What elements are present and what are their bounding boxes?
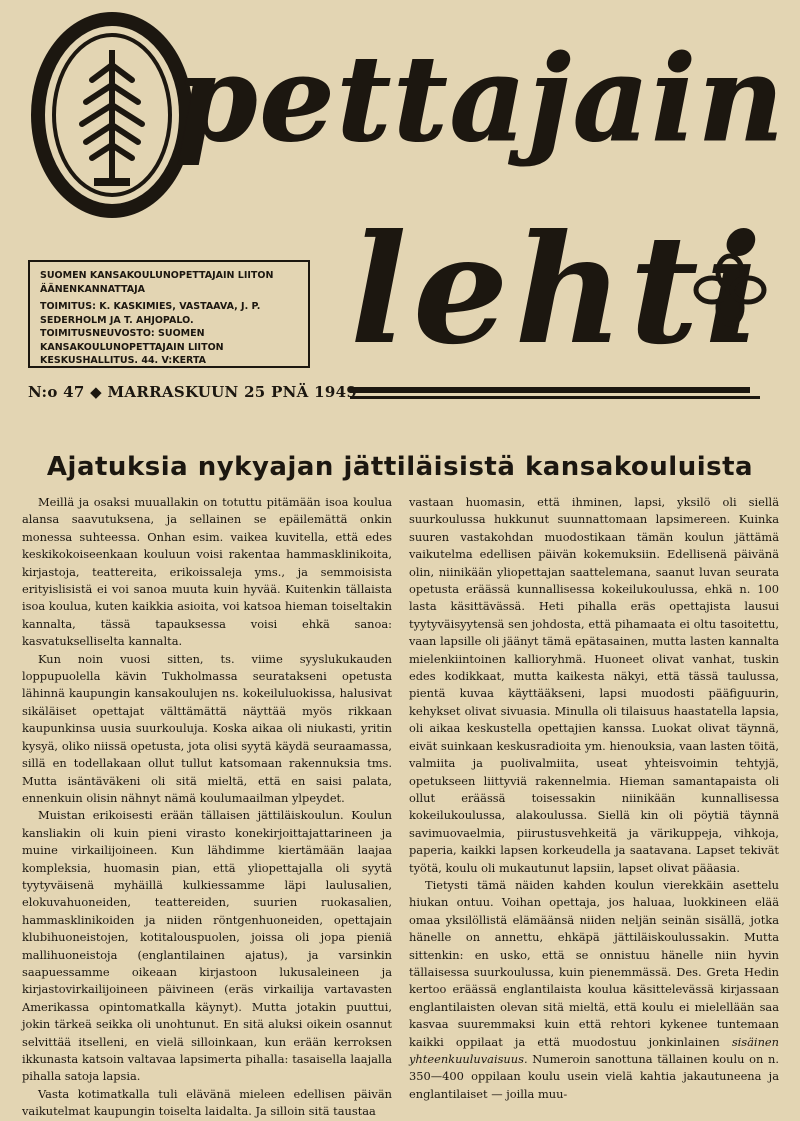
right-paragraph-2-italic: sisäinen yhteenkuuluvaisuus. (409, 1034, 779, 1066)
fir-tree-emblem-icon (30, 10, 195, 220)
publication-info-box (28, 260, 310, 368)
issue-number: N:o 47 (28, 383, 85, 401)
article-headline: Ajatuksia nykyajan jättiläisistä kansakouluista (46, 452, 754, 482)
right-paragraph-2-end: Numeroin sanottuna tällainen koulu on n. 350—400 oppilaan koulu usein vielä kahtia jakautuneena ja englantilaiset — joilla muu- (409, 1052, 779, 1101)
masthead-title-line1 (175, 29, 786, 168)
left-paragraph-3: Muistan erikoisesti erään tällaisen jättiläiskoulun. Koulun kansliakin oli kuin pieni virasto konekirjoittajattarineen ja muine virkailijoineen. Kun lähdimme kiertämään laajaa kompleksia, huomasin pian, että yliopettajalla oli syytä tyytyväisenä myhäillä kulkiessamme läpi laulusalien, elokuvahuoneiden, teattereiden, suurien ruokasalien, hammasklinikoiden ja niiden röntgenhuoneiden, opettajain klubihuoneistojen, kotitalouspuolen, joissa oli jopa pieniä mallihuoneistoja (englantilainen ajatus), ja varsinkin saapuessamme oikeaan kirjastoon lukusaleineen ja kirjastovirkailijoineen päivineen (eräs virkailija vartavasten Amerikassa opintomatkalla käynyt). Mutta jotakin puuttui, jokin tärkeä seikka oli unohtunut. En sitä aluksi oikein osannut selvittää itselleni, en vielä silloinkaan, kun erään kerroksen ikkunasta katsoin valtavaa lapsimerta pihalla: tasaisella laajalla pihalla satoja lapsia. (22, 808, 392, 1084)
info-box-line2: TOIMITUS: K. KASKIMIES, VASTAAVA, J. P. SEDERHOLM JA T. AHJOPALO. TOIMITUSNEUVOSTO: SUOMEN KANSAKOULUNOPETTAJAIN LIITON KESKUSHALLITUS. 44. V:KERTA (40, 301, 261, 366)
right-paragraph-2 (409, 877, 779, 1103)
left-paragraph-2: Kun noin vuosi sitten, ts. viime syyslukukauden loppupuolella kävin Tukholmassa seuratakseni opetusta lähinnä kaupungin kansakoulujen ns. kokeiluluokissa, halusivat sikäläiset opettajat välttämättä näyttää myös rikkaan kaupunkinsa uusia suurkouluja. Koska aikaa oli niukasti, yritin kysyä, oliko niissä opetusta, jota olisi syytä käydä seuraamassa, sillä en todellakaan ollut tullut katsomaan rakennuksia tms. Mutta isäntäväkeni oli sitä mieltä, että en saisi palata, ennenkuin olisin nähnyt nämä koulumaailman ylpeydet. (22, 651, 392, 805)
right-paragraph-2-text: Tietysti tämä näiden kahden koulun vierekkäin asettelu hiukan ontuu. Voihan opettaja, jos haluaa, luokkineen elää omaa yksilöllistä elämäänsä niiden neljän seinän sisällä, jotka hänelle on annettu, ehkäpä jättiläiskoulussakin. Mutta sittenkin: en usko, että se onnistuu hänelle niin hyvin tällaisessa suurkoulussa, kuin pienemmässä. Des. Greta Hedin kertoo eräässä englantilaista koulua käsittelevässä kirjassaan englantilaisten olevan sitä mieltä, että koulu ei mielellään saa kasvaa suuremmaksi kuin että rehtori kykenee tuntemaan kaikki oppilaat ja että muodostuu jonkinlainen (409, 877, 779, 1049)
issue-line (28, 383, 357, 401)
info-box-line1: SUOMEN KANSAKOULUNOPETTAJAIN LIITON ÄÄNENKANNATTAJA (40, 270, 274, 295)
article-right-column (409, 494, 779, 1103)
left-paragraph-4: Vasta kotimatkalla tuli elävänä mieleen edellisen päivän vaikutelmat kaupungin toiselta laidalta. Ja silloin sitä taustaa (22, 1086, 392, 1119)
masthead-underline (350, 385, 770, 403)
article-left-column (22, 494, 392, 1121)
right-paragraph-1: vastaan huomasin, että ihminen, lapsi, yksilö oli siellä suurkoulussa hukkunut suunnattomaan lapsimereen. Kuinka suuren vastakohdan muodostikaan tämän koulun jättämä vaikutelma edellisen päivän kokemuksiin. Edellisenä päivänä olin, niinikään yliopettajan saattelemana, saanut luvan seurata opetusta eräässä kunnallisessa kokeilukoulussa, ehkä n. 100 lasta käsittävässä. Heti pihalla eräs opettajista lausui tyytyväisyytensä sen johdosta, että pihamaata ei oltu tasoitettu, vaan lapsille oli jäänyt tämä epätasainen, mutta lasten kannalta mielenkiintoinen kallioryhmä. Huoneet olivat vanhat, tuskin edes kodikkaat, mutta kaikesta näkyi, että tässä taulussa, pientä kuvaa käyttääkseni, lapsi muodosti pääfiguurin, kehykset olivat sivuasia. Minulla oli tilaisuus haastatella lapsia, oli aikaa keskustella opettajien kanssa. Luokat olivat täynnä, eivät suinkaan keskusradioita ym. hienouksia, vaan lasten töitä, valmiita ja puolivalmiita, useat yhteisvoimin tehtyjä, opetukseen liittyviä rakennelmia. Hieman samantapaista oli ollut eräässä toisessakin niinikään kunnallisessa kokeilukoulussa, alakoulussa. Siellä kin oli pöytiä täynnä savimuovaelmia, piirustusvehkeitä ja värikuppeja, vihkoja, paperia, kaikki lapsen korkeudella ja saatavana. Lapset tekivät työtä, koulu oli mukautunut lapsiin, lapset olivat pääasia. (409, 495, 779, 875)
left-paragraph-1: Meillä ja osaksi muuallakin on totuttu pitämään isoa koulua alansa saavutuksena, ja sellainen se epäilemättä onkin monessa suhteessa. Onhan esim. vaikea kuvitella, että edes keskikokoiseenkaan kouluun voisi rakentaa hammasklinikoita, kirjastoja, teattereita, erikoissaleja yms., ja semmoisista erityislisistä ei voi sanoa muuta kuin hyvää. Kuitenkin tällaista isoa koulua, kuten kaikkia asioita, voi katsoa hieman toiseltakin kannalta, tässä tapauksessa voisi ehkä sanoa: kasvatukselliselta kannalta. (22, 495, 392, 649)
celtic-knot-icon (690, 250, 770, 330)
masthead-title-line1-text: pettajain (175, 29, 786, 168)
issue-separator: ◆ (90, 383, 102, 401)
masthead-title-line2-text: lehti (350, 202, 768, 378)
issue-date: MARRASKUUN 25 PNÄ 1949 (107, 383, 358, 401)
